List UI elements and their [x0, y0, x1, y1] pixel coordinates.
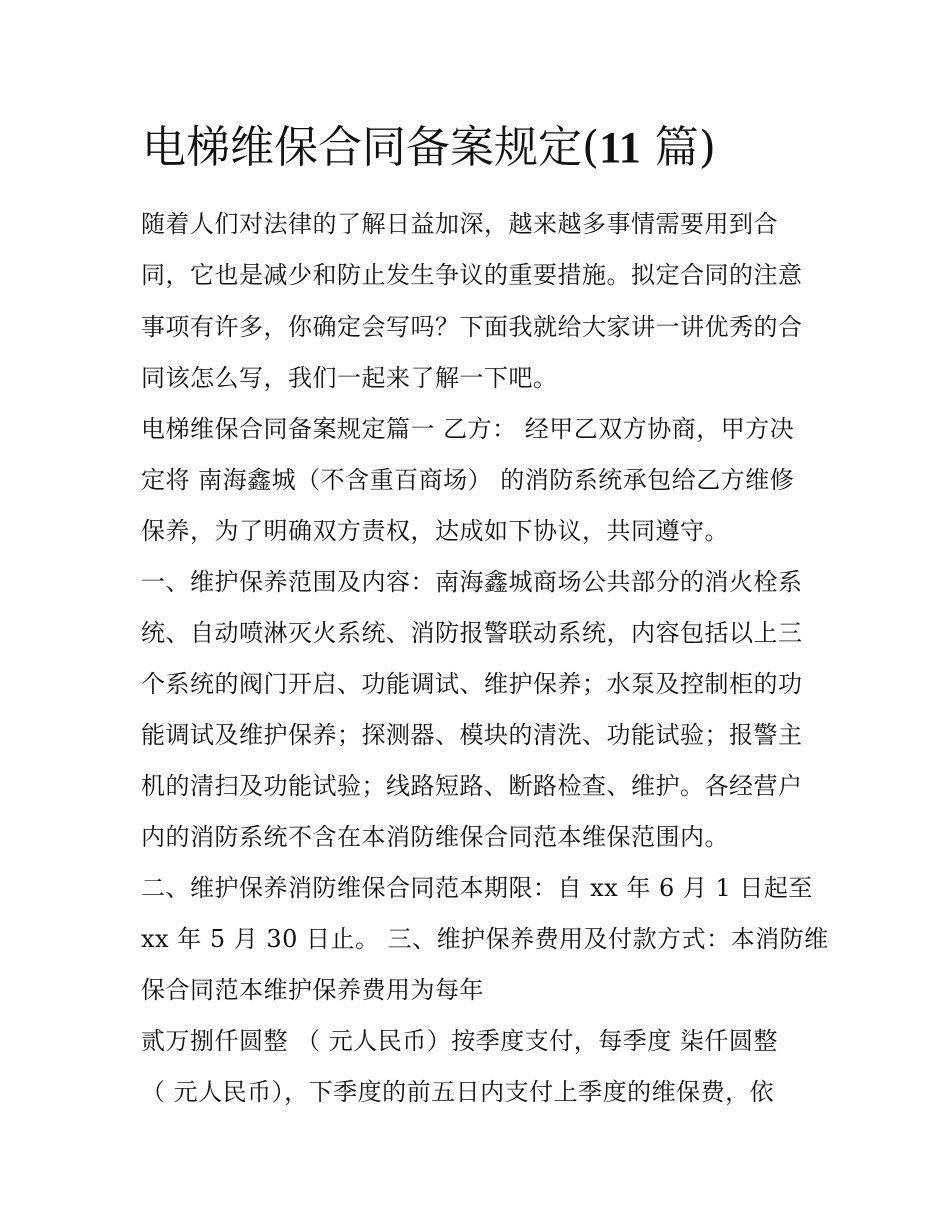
body-line: 机的清扫及功能试验；线路短路、断路检查、维护。各经营户	[141, 772, 803, 800]
title-prefix: 电梯维保合同备案规定(	[142, 122, 600, 173]
body-line: （ 元人民币），下季度的前五日内支付上季度的维保费，依	[141, 1078, 775, 1106]
body-line: 能调试及维护保养；探测器、模块的清洗、功能试验；报警主	[141, 721, 803, 749]
body-line: 定将 南海鑫城（不含重百商场） 的消防系统承包给乙方维修	[141, 466, 795, 494]
body-line: 保合同范本维护保养费用为每年	[141, 976, 484, 1004]
title-number: 11	[599, 123, 641, 172]
body-line: 统、自动喷淋灭火系统、消防报警联动系统，内容包括以上三	[141, 619, 803, 647]
body-line: 保养，为了明确双方责权，达成如下协议，共同遵守。	[141, 517, 729, 545]
body-line: 事项有许多，你确定会写吗？下面我就给大家讲一讲优秀的合	[141, 313, 803, 341]
body-line: 一、维护保养范围及内容：南海鑫城商场公共部分的消火栓系	[141, 568, 803, 596]
title-suffix: 篇)	[640, 122, 716, 173]
body-line: xx 年 5 月 30 日止。 三、维护保养费用及付款方式：本消防维	[141, 925, 829, 953]
body-line: 随着人们对法律的了解日益加深，越来越多事情需要用到合	[141, 210, 778, 238]
body-line: 电梯维保合同备案规定篇一 乙方： 经甲乙双方协商，甲方决	[141, 415, 795, 443]
body-line: 个系统的阀门开启、功能调试、维护保养；水泵及控制柜的功	[141, 670, 803, 698]
body-line: 同该怎么写，我们一起来了解一下吧。	[141, 364, 558, 392]
body-line: 二、维护保养消防维保合同范本期限：自 xx 年 6 月 1 日起至	[141, 874, 813, 902]
document-title	[142, 112, 842, 184]
body-line: 同，它也是减少和防止发生争议的重要措施。拟定合同的注意	[141, 261, 803, 289]
body-line: 贰万捌仟圆整 （ 元人民币）按季度支付，每季度 柒仟圆整	[141, 1027, 778, 1055]
body-line: 内的消防系统不含在本消防维保合同范本维保范围内。	[141, 823, 729, 851]
